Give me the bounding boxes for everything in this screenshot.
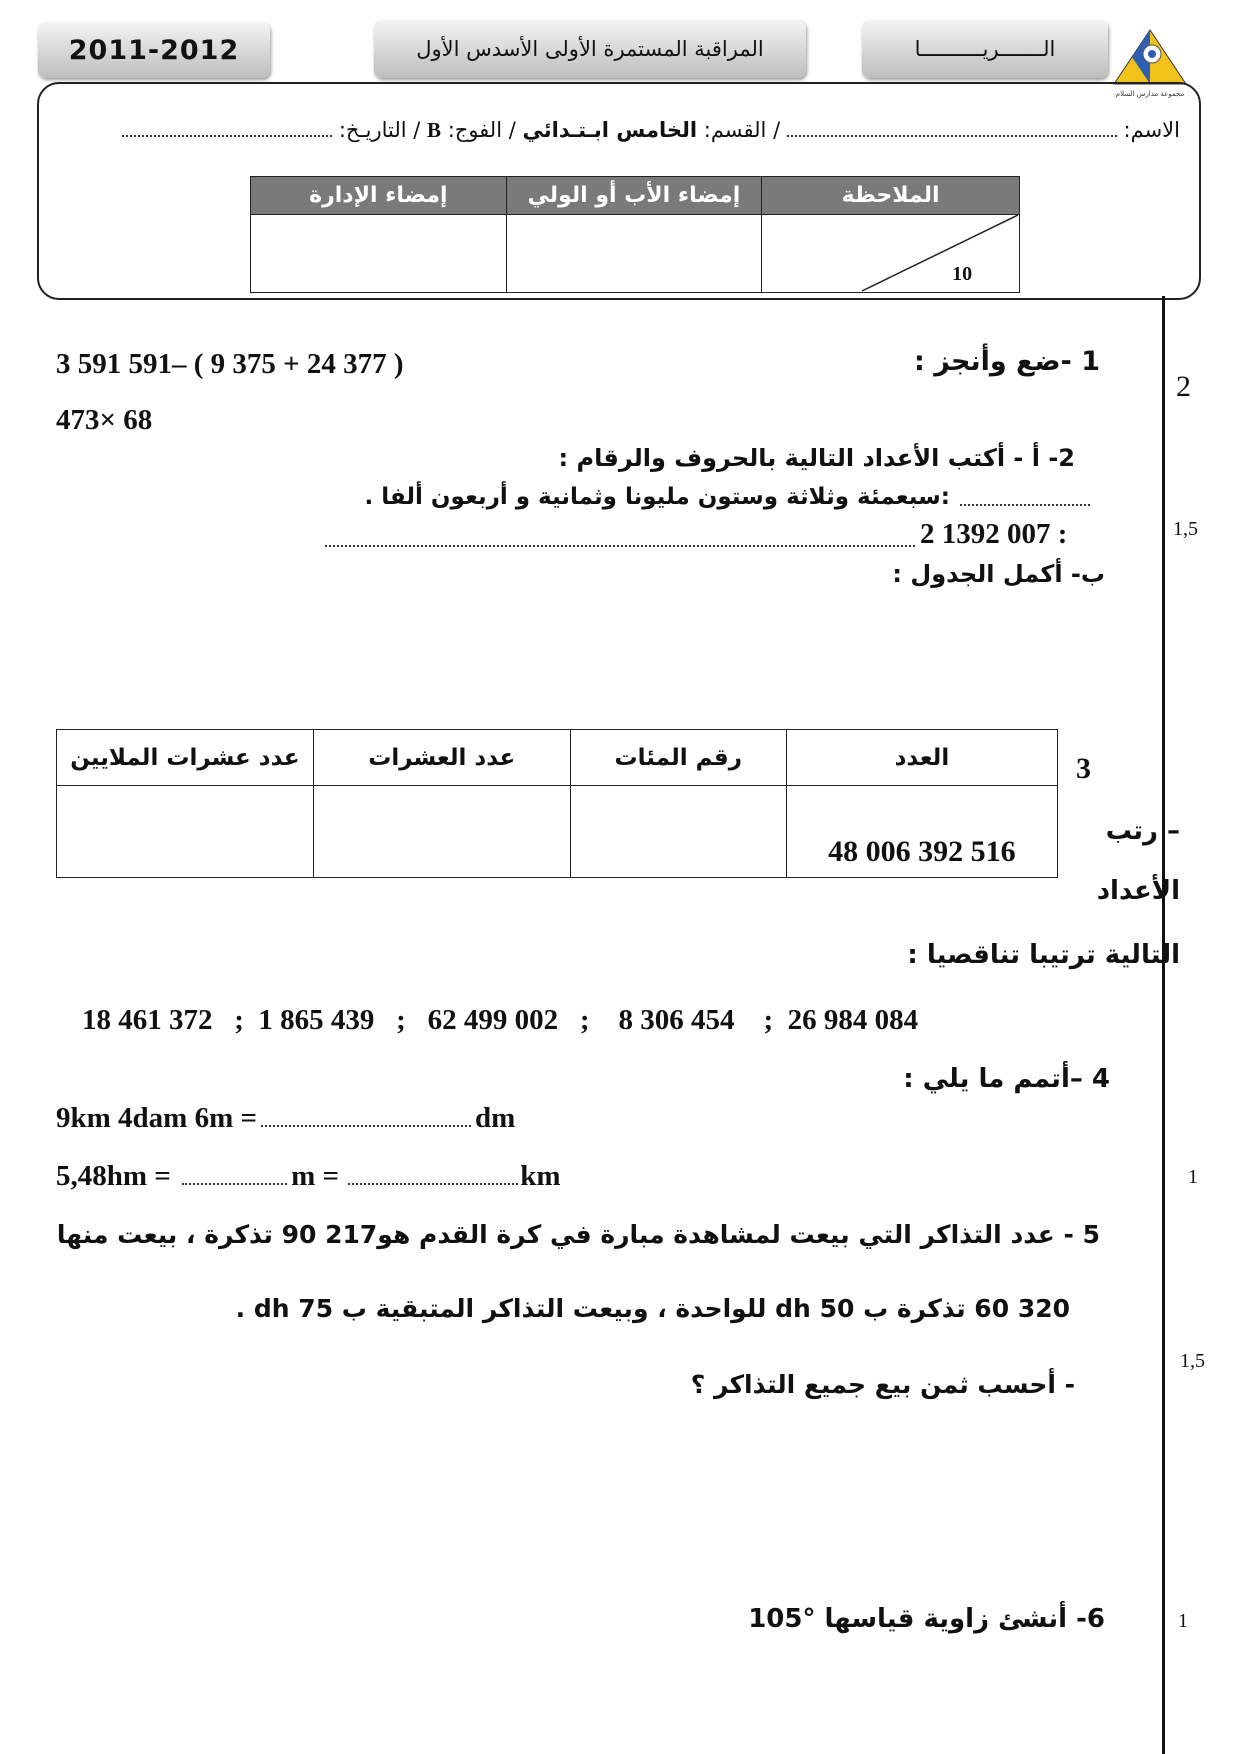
- admin-signature-cell[interactable]: [251, 215, 507, 293]
- header-tens: عدد العشرات: [313, 730, 570, 786]
- q3-text-2: الأعداد: [1096, 876, 1180, 906]
- header-hundreds-digit: رقم المئات: [570, 730, 786, 786]
- answer-tens-of-millions[interactable]: [57, 786, 314, 878]
- q4-line-1: [56, 1102, 515, 1135]
- q4-line1-left: 9km 4dam 6m =: [56, 1102, 258, 1134]
- given-number: 48 006 392 516: [786, 786, 1057, 878]
- margin-line: [1162, 296, 1165, 1754]
- q1-points: 2: [1176, 370, 1191, 403]
- score-header-parent: إمضاء الأب أو الولي: [506, 177, 762, 215]
- q4-answer-m[interactable]: [182, 1182, 287, 1185]
- date-label: / التاريـخ:: [338, 118, 421, 142]
- q6-points: 1: [1178, 1610, 1188, 1632]
- q3-text-3: التالية ترتيبا تناقصيا :: [907, 940, 1180, 970]
- q4-answer-km[interactable]: [348, 1182, 518, 1185]
- date-field[interactable]: [122, 134, 332, 137]
- q2-points: 1,5: [1173, 518, 1198, 540]
- score-table: [250, 176, 1020, 293]
- score-header-grade: الملاحظة: [762, 177, 1020, 215]
- q4-line2-b: m =: [291, 1160, 339, 1192]
- q3-text-1: – رتب: [1105, 816, 1180, 846]
- q3-numbers: 18 461 372 ; 1 865 439 ; 62 499 002 ; 8 306 454 ; 26 984 084: [82, 1004, 919, 1036]
- place-value-row: [57, 786, 1058, 878]
- q2a-label: 2- أ - أكتب الأعداد التالية بالحروف والرقام :: [558, 444, 1075, 472]
- q2-number-answer[interactable]: [325, 545, 915, 547]
- q4-answer-dm[interactable]: [261, 1124, 471, 1127]
- q5-points: 1,5: [1180, 1350, 1205, 1372]
- q1-expression-2: 473× 68: [56, 404, 153, 436]
- q6-label: 6- أنشئ زاوية قياسها °105: [748, 1604, 1105, 1634]
- max-score: 10: [952, 263, 973, 285]
- school-year: 2011-2012: [68, 34, 240, 66]
- logo-caption: مجموعة مدارس السلام: [1115, 90, 1185, 98]
- year-box: [38, 22, 270, 78]
- logo-triangle-icon: [1110, 28, 1190, 86]
- q4-line1-unit: dm: [475, 1102, 516, 1134]
- header-tens-of-millions: عدد عشرات الملايين: [57, 730, 314, 786]
- q5-line-1: 5 - عدد التذاكر التي بيعت لمشاهدة مبارة في كرة القدم هو217 90 تذكرة ، بيعت منها: [56, 1220, 1100, 1249]
- q2b-label: ب- أكمل الجدول :: [892, 560, 1105, 588]
- q2-number: 2 1392 007 :: [920, 518, 1068, 550]
- score-table-header: [251, 177, 1020, 215]
- parent-signature-cell[interactable]: [506, 215, 762, 293]
- grade-diagonal: [762, 215, 1018, 293]
- school-name: الـــــــريــــــــــا: [914, 37, 1056, 61]
- answer-tens[interactable]: [313, 786, 570, 878]
- q4-line2-a: 5,48hm =: [56, 1160, 171, 1192]
- q1-expression-1: 3 591 591– ( 9 375 + 24 377 ): [56, 348, 404, 380]
- score-table-row: [251, 215, 1020, 293]
- q4-line2-unit: km: [520, 1160, 561, 1192]
- q5-line-2: 320 60 تذكرة ب 50 dh للواحدة ، وبيعت التذاكر المتبقية ب 75 dh .: [235, 1294, 1070, 1323]
- q2-words-line: [300, 484, 950, 510]
- q5-question: - أحسب ثمن بيع جميع التذاكر ؟: [690, 1370, 1075, 1399]
- q2-words-answer[interactable]: [960, 504, 1090, 506]
- q2-words: :سبعمئة وثلاثة وستون مليونا وثمانية و أربعون ألفا .: [364, 484, 950, 510]
- place-value-header-row: [57, 730, 1058, 786]
- q3-number: 3: [1076, 752, 1091, 785]
- school-name-box: [862, 20, 1108, 78]
- group-value: B: [427, 118, 442, 142]
- q4-points: 1: [1188, 1166, 1198, 1188]
- grade-cell[interactable]: [762, 215, 1020, 293]
- exam-title-box: [374, 20, 806, 78]
- group-label: / الفوج:: [447, 118, 516, 142]
- place-value-table: [56, 729, 1058, 878]
- name-label: الاسم:: [1123, 118, 1180, 142]
- q4-label: 4 –أتمم ما يلي :: [903, 1064, 1110, 1094]
- score-header-admin: إمضاء الإدارة: [251, 177, 507, 215]
- header-number: العدد: [786, 730, 1057, 786]
- class-value: الخامس ابـتـدائي: [522, 118, 698, 142]
- class-label: / القسم:: [703, 118, 781, 142]
- answer-hundreds-digit[interactable]: [570, 786, 786, 878]
- q4-line-2: [56, 1160, 561, 1193]
- q1-label: 1 -ضع وأنجز :: [914, 346, 1100, 377]
- exam-title: المراقبة المستمرة الأولى الأسدس الأول: [416, 37, 764, 61]
- student-info-line: [60, 118, 1180, 143]
- name-field[interactable]: [787, 134, 1117, 137]
